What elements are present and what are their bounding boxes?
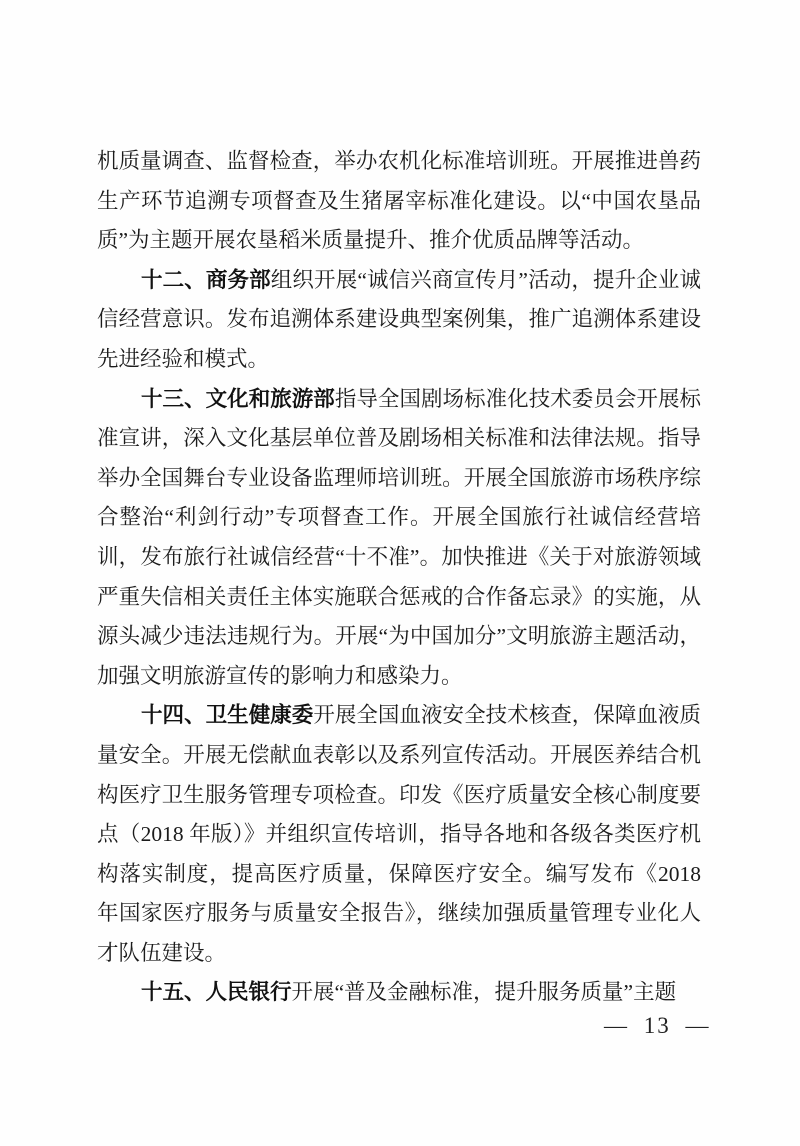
paragraph-text: 组织开展“诚信兴商宣传月”活动，提升企业诚信经营意识。发布追溯体系建设典型案例集，推广追溯体系建设先进经验和模式。 bbox=[97, 267, 701, 371]
paragraph bbox=[97, 696, 701, 973]
paragraph-lead: 十四、卫生健康委 bbox=[141, 703, 314, 728]
paragraph-lead: 十二、商务部 bbox=[141, 267, 271, 292]
paragraph-lead: 十三、文化和旅游部 bbox=[141, 386, 335, 411]
paragraph-text: 开展全国血液安全技术核查，保障血液质量安全。开展无偿献血表彰以及系列宣传活动。开展医养结合机构医疗卫生服务管理专项检查。印发《医疗质量安全核心制度要点（2018 年版）》并组织宣传培训，指导各地和各级各类医疗机构落实制度，提高医疗质量，保障医疗安全。编写发布《2018 年国家医疗服务与质量安全报告》，继续加强质量管理专业化人才队伍建设。 bbox=[97, 703, 701, 965]
paragraph bbox=[97, 973, 701, 1013]
paragraph-text: 指导全国剧场标准化技术委员会开展标准宣讲，深入文化基层单位普及剧场相关标准和法律法规。指导举办全国舞台专业设备监理师培训班。开展全国旅游市场秩序综合整治“利剑行动”专项督查工作。开展全国旅行社诚信经营培训，发布旅行社诚信经营“十不准”。加快推进《关于对旅游领域严重失信相关责任主体实施联合惩戒的合作备忘录》的实施，从源头减少违法违规行为。开展“为中国加分”文明旅游主题活动，加强文明旅游宣传的影响力和感染力。 bbox=[97, 386, 701, 688]
page-number: — 13 — bbox=[604, 1013, 711, 1038]
paragraph bbox=[97, 380, 701, 697]
paragraph-text: 开展“普及金融标准，提升服务质量”主题 bbox=[291, 980, 677, 1005]
paragraph bbox=[97, 261, 701, 380]
paragraph bbox=[97, 142, 701, 261]
document-text-block bbox=[97, 142, 701, 1013]
paragraph-text: 机质量调查、监督检查，举办农机化标准培训班。开展推进兽药生产环节追溯专项督查及生猪屠宰标准化建设。以“中国农垦品质”为主题开展农垦稻米质量提升、推介优质品牌等活动。 bbox=[97, 149, 701, 253]
paragraph-lead: 十五、人民银行 bbox=[141, 980, 292, 1005]
